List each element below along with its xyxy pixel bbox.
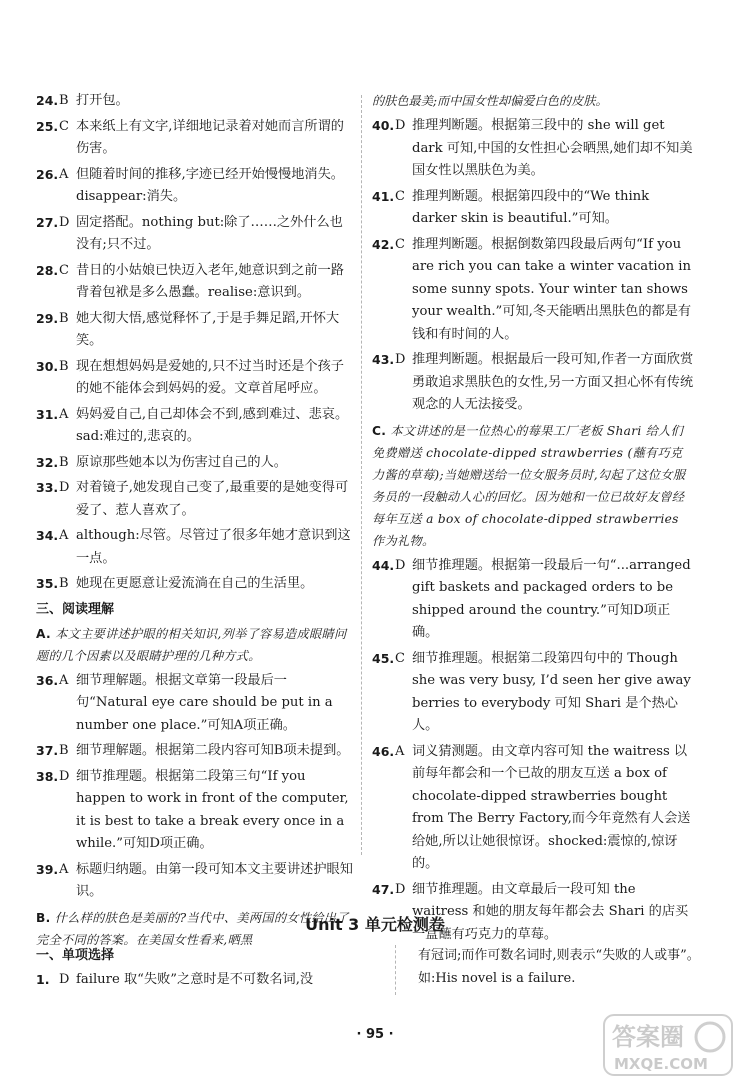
answer-item xyxy=(36,404,354,449)
answer-text: 打开包。 xyxy=(76,93,129,108)
answer-list-4 xyxy=(372,555,694,947)
answer-key: D xyxy=(395,118,406,133)
answer-item xyxy=(372,741,694,876)
answer-key: D xyxy=(395,352,406,367)
answer-text: 标题归纳题。由第一段可知本文主要讲述护眼知识。 xyxy=(76,861,353,899)
bottom-left-column xyxy=(36,945,354,995)
answer-item xyxy=(36,212,354,257)
answer-item xyxy=(36,766,354,856)
answer-number: 43. xyxy=(372,352,395,367)
answer-item xyxy=(372,648,694,738)
passage-c-tag: C. xyxy=(372,423,387,438)
answer-number: 32. xyxy=(36,454,59,470)
watermark-url: MXQE.COM xyxy=(614,1055,708,1073)
answer-key: C xyxy=(59,118,69,134)
answer-number: 34. xyxy=(36,528,59,543)
passage-b-continued: 的肤色最美;而中国女性却偏爱白色的皮肤。 xyxy=(372,94,608,108)
answer-item xyxy=(36,670,354,738)
answer-item xyxy=(36,356,354,401)
answer-text: 本来纸上有文字,详细地记录着对她而言所谓的伤害。 xyxy=(76,118,344,156)
answer-text: 推理判断题。根据第四段中的“We think darker skin is beautiful.”可知。 xyxy=(412,188,650,226)
answer-key: C xyxy=(395,188,405,204)
answer-item xyxy=(36,116,354,161)
unit-title: Unit 3 单元检测卷 xyxy=(305,915,445,934)
answer-list-3 xyxy=(372,115,694,417)
answer-text: 细节推理题。由文章最后一段可知 the waitress 和她的朋友每年都会去 Shari 的店买一盒蘸有巧克力的草莓。 xyxy=(412,881,689,942)
answer-item xyxy=(36,859,354,904)
answer-number: 33. xyxy=(36,480,59,495)
answer-key: B xyxy=(59,93,69,108)
answer-key: A xyxy=(59,672,69,688)
answer-list-1 xyxy=(36,90,354,596)
answer-number: 31. xyxy=(36,406,59,422)
watermark-circle-icon xyxy=(696,1023,724,1051)
answer-text: 固定搭配。nothing but:除了……之外什么也没有;只不过。 xyxy=(76,214,343,252)
answer-number: 35. xyxy=(36,576,59,591)
answer-text: 妈妈爱自己,自己却体会不到,感到难过、悲哀。sad:难过的,悲哀的。 xyxy=(76,406,349,444)
answer-key: A xyxy=(395,743,405,759)
answer-item xyxy=(36,969,354,992)
answer-number: 28. xyxy=(36,262,59,278)
answer-text: 她现在更愿意让爱流淌在自己的生活里。 xyxy=(76,576,314,591)
answer-key: D xyxy=(395,557,406,573)
answer-item xyxy=(36,525,354,570)
passage-a-text: 本文主要讲述护眼的相关知识,列举了容易造成眼睛问题的几个因素以及眼睛护理的几种方式。 xyxy=(36,626,347,663)
answer-text: 推理判断题。根据倒数第四段最后两句“If you are rich you can take a winter vacation in some sunny spots. Your winter tan shows your wealth.”可知,冬天能晒出黑肤色的都是有钱和有时间的人。 xyxy=(412,236,692,342)
answer-number: 45. xyxy=(372,650,395,666)
answer-number: 47. xyxy=(372,881,395,897)
answer-key: C xyxy=(395,236,405,252)
answer-item xyxy=(36,164,354,209)
answer-item xyxy=(36,452,354,475)
answer-key: A xyxy=(59,528,69,543)
answer-text: 推理判断题。根据第三段中的 she will get dark 可知,中国的女性担心会晒黑,她们却不知美国女性以黑肤色为美。 xyxy=(412,118,693,178)
answer-key: B xyxy=(59,358,69,374)
answer-item xyxy=(36,90,354,113)
answer-text: 推理判断题。根据最后一段可知,作者一方面欣赏勇敢追求黑肤色的女性,另一方面又担心怀有传统观念的人无法接受。 xyxy=(412,352,694,412)
answer-text: 但随着时间的推移,字迹已经开始慢慢地消失。disappear:消失。 xyxy=(76,166,344,204)
passage-b-text: 什么样的肤色是美丽的?当代中、美两国的女性给出了完全不同的答案。在美国女性看来,晒黑 xyxy=(36,910,349,947)
answer-text: although:尽管。尽管过了很多年她才意识到这一点。 xyxy=(76,528,351,566)
answer-number: 44. xyxy=(372,557,395,573)
answer-item xyxy=(372,115,694,183)
answer-text: 细节理解题。根据第二段内容可知B项未提到。 xyxy=(76,743,350,758)
answer-key: A xyxy=(59,861,69,877)
answer-key: D xyxy=(59,972,70,987)
left-column xyxy=(36,90,354,954)
answer-text: 现在想想妈妈是爱她的,只不过当时还是个孩子的她不能体会到妈妈的爱。文章首尾呼应。 xyxy=(76,358,344,396)
section-heading-single-choice: 一、单项选择 xyxy=(36,948,115,963)
answer-text: 原谅那些她本以为伤害过自己的人。 xyxy=(76,454,287,470)
passage-a-summary xyxy=(36,623,354,667)
answer-item xyxy=(36,308,354,353)
answer-key: B xyxy=(59,743,69,758)
answer-item xyxy=(372,555,694,645)
answer-number: 42. xyxy=(372,236,395,252)
answer-number: 27. xyxy=(36,214,59,230)
answer-number: 41. xyxy=(372,188,395,204)
answer-key: D xyxy=(395,881,406,897)
answer-text: 细节理解题。根据文章第一段最后一句“Natural eye care should be put in a number one place.”可知A项正确。 xyxy=(76,672,333,733)
answer-key: B xyxy=(59,454,69,470)
answer-item xyxy=(372,349,694,417)
answer-number: 38. xyxy=(36,768,59,784)
answer-text: 细节推理题。根据第一段最后一句“...arranged gift baskets and packaged orders to be shipped around the country.”可知D项正确。 xyxy=(412,557,691,640)
answer-item xyxy=(372,186,694,231)
answer-key: A xyxy=(59,166,69,182)
answer-number: 26. xyxy=(36,166,59,182)
answer-text: 词义猜测题。由文章内容可知 the waitress 以前每年都会和一个已故的朋友互送 a box of chocolate-dipped strawberries bought from The Berry Factory,而今年竟然有人会送给她,所以让她很惊讶。shocked:震惊的,惊讶的。 xyxy=(412,743,691,871)
answer-item xyxy=(36,573,354,596)
answer-key: C xyxy=(59,262,69,278)
answer-key: D xyxy=(59,768,70,784)
passage-c-text: 本文讲述的是一位热心的莓果工厂老板 Shari 给人们免费赠送 chocolate-dipped strawberries (蘸有巧克力酱的草莓);当她赠送给一位女服务员时,勾起了这位女服务员的一段触动人心的回忆。因为她和一位已故好友曾经每年互送 a box of chocolate-dipped strawberries 作为礼物。 xyxy=(372,423,686,548)
section-heading-reading: 三、阅读理解 xyxy=(36,601,115,617)
answer-number: 46. xyxy=(372,743,395,759)
answer-text: 对着镜子,她发现自己变了,最重要的是她变得可爱了、惹人喜欢了。 xyxy=(76,480,349,518)
answer-number: 40. xyxy=(372,118,395,133)
answer-number: 30. xyxy=(36,358,59,374)
answer-key: D xyxy=(59,480,70,495)
passage-c-summary xyxy=(372,420,694,552)
column-divider xyxy=(361,95,362,855)
right-column xyxy=(372,90,694,949)
answer-item xyxy=(36,740,354,763)
watermark-text: 答案圈 xyxy=(612,1023,684,1051)
answer-text: 细节推理题。根据第二段第四句中的 Though she was very busy, I’d seen her give away berries to everybody 可知 Shari 是个热心人。 xyxy=(412,650,691,733)
answer-number: 24. xyxy=(36,93,59,108)
page-number: · 95 · xyxy=(356,1027,394,1042)
bottom-column-divider xyxy=(395,945,396,995)
answer-key: B xyxy=(59,310,69,326)
answer-number: 1. xyxy=(36,972,50,987)
watermark-logo xyxy=(602,1013,734,1077)
passage-b-tag: B. xyxy=(36,910,51,925)
answer-number: 25. xyxy=(36,118,59,134)
answer-number: 36. xyxy=(36,672,59,688)
answer-text: 她大彻大悟,感觉释怀了,于是手舞足蹈,开怀大笑。 xyxy=(76,310,340,348)
answer-key: D xyxy=(59,214,70,230)
passage-a-tag: A. xyxy=(36,626,51,641)
answer-item xyxy=(372,234,694,347)
answer-text: 细节推理题。根据第二段第三句“If you happen to work in front of the computer, it is best to take a break every once in a while.”可知D项正确。 xyxy=(76,768,349,851)
answer-key: A xyxy=(59,406,69,422)
answer-item xyxy=(36,477,354,522)
answer-text: 昔日的小姑娘已快迈入老年,她意识到之前一路背着包袱是多么愚蠢。realise:意识到。 xyxy=(76,262,344,300)
answer-number: 37. xyxy=(36,743,59,758)
answer-key: B xyxy=(59,576,69,591)
answer-number: 29. xyxy=(36,310,59,326)
answer-number: 39. xyxy=(36,861,59,877)
answer-item xyxy=(36,260,354,305)
answer-list-2 xyxy=(36,670,354,904)
answer-text: failure 取“失败”之意时是不可数名词,没 xyxy=(76,972,314,987)
answer-key: C xyxy=(395,650,405,666)
bottom-right-text: 有冠词;而作可数名词时,则表示“失败的人或事”。如:His novel is a failure. xyxy=(418,948,700,986)
